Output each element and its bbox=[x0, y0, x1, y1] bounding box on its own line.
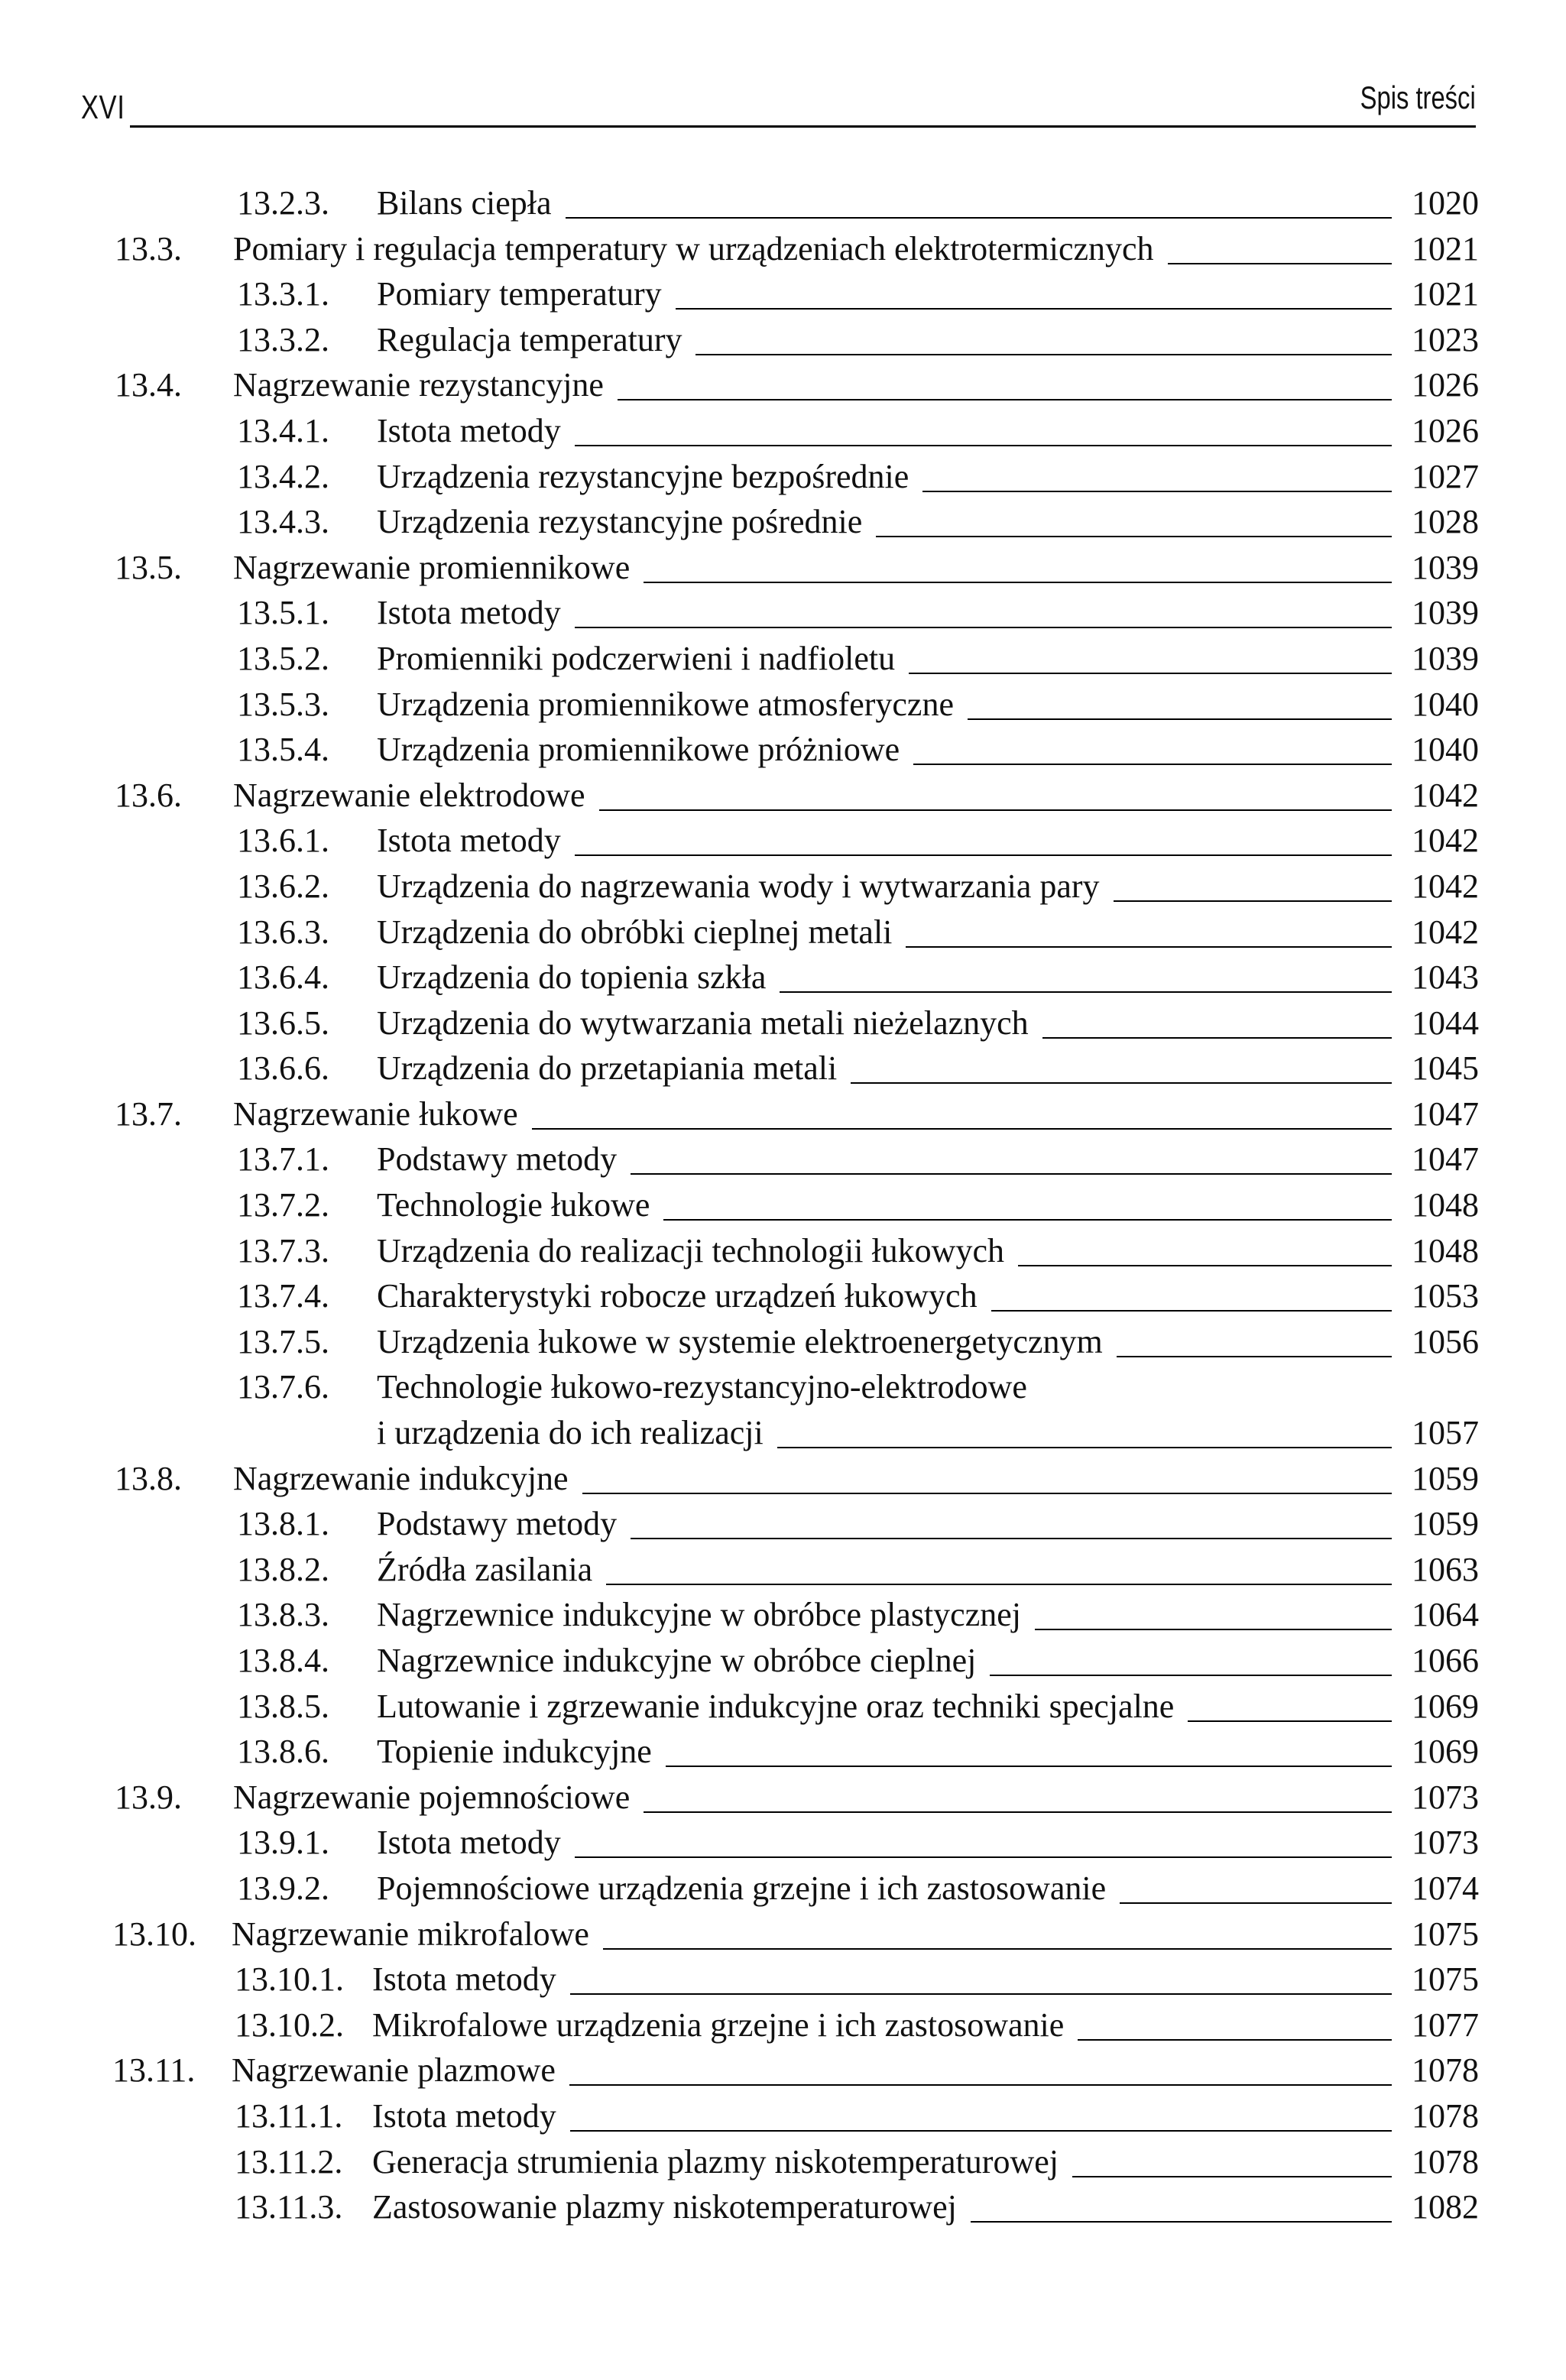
toc-entry[interactable] bbox=[0, 271, 1566, 317]
toc-entry-page: 1021 bbox=[1412, 275, 1479, 313]
toc-entry-number: 13.5. bbox=[115, 548, 182, 586]
header-rule bbox=[130, 125, 1476, 128]
toc-leader-line bbox=[575, 627, 1392, 628]
toc-entry-page: 1020 bbox=[1412, 184, 1479, 222]
toc-leader-line bbox=[1042, 1037, 1392, 1039]
toc-leader-line bbox=[575, 445, 1392, 446]
toc-entry-page: 1021 bbox=[1412, 229, 1479, 268]
toc-leader-line bbox=[851, 1082, 1392, 1084]
toc-entry[interactable] bbox=[0, 2048, 1566, 2093]
toc-entry-number: 13.6.3. bbox=[237, 913, 329, 951]
section-title: Spis treści bbox=[1360, 79, 1476, 115]
toc-entry[interactable] bbox=[0, 545, 1566, 591]
toc-entry-title-text: Topienie indukcyjne bbox=[377, 1733, 652, 1771]
toc-entry-title bbox=[377, 1592, 1021, 1638]
toc-entry-title-text: Nagrzewnice indukcyjne w obróbce plastycznej bbox=[377, 1596, 1021, 1634]
toc-entry-title bbox=[232, 1911, 589, 1957]
toc-entry-number: 13.11.3. bbox=[235, 2188, 343, 2226]
toc-entry-number: 13.6.2. bbox=[237, 867, 329, 905]
toc-entry-title-text: Nagrzewanie rezystancyjne bbox=[233, 366, 604, 404]
toc-entry-title-text: Istota metody bbox=[377, 411, 561, 449]
toc-entry-page: 1077 bbox=[1412, 2005, 1479, 2044]
toc-entry-title bbox=[232, 2048, 556, 2093]
toc-entry-page: 1057 bbox=[1412, 1414, 1479, 1452]
toc-entry-title-text: Istota metody bbox=[377, 822, 561, 860]
toc-leader-line bbox=[569, 2084, 1392, 2086]
toc-entry-title-text: Istota metody bbox=[372, 2096, 556, 2135]
toc-leader-line bbox=[971, 2221, 1392, 2223]
toc-leader-line bbox=[968, 718, 1392, 720]
toc-entry-number: 13.8.3. bbox=[237, 1596, 329, 1634]
toc-entry-title-text: Promienniki podczerwieni i nadfioletu bbox=[377, 639, 896, 677]
toc-entry-title bbox=[377, 727, 900, 773]
toc-entry-title-text: Technologie łukowo-rezystancyjno-elektrodowe bbox=[377, 1368, 1027, 1406]
toc-entry[interactable] bbox=[0, 2002, 1566, 2048]
toc-leader-line bbox=[631, 1538, 1392, 1539]
toc-leader-line bbox=[1035, 1629, 1392, 1630]
toc-entry-page: 1047 bbox=[1412, 1094, 1479, 1133]
toc-entry-title-text: Lutowanie i zgrzewanie indukcyjne oraz techniki specjalne bbox=[377, 1687, 1175, 1725]
toc-entry-page: 1059 bbox=[1412, 1459, 1479, 1497]
toc-entry-title-text: Nagrzewanie promiennikowe bbox=[233, 548, 631, 586]
toc-entry-title bbox=[233, 1775, 630, 1821]
toc-entry-number: 13.4.3. bbox=[237, 503, 329, 541]
toc-entry-number: 13.10. bbox=[112, 1915, 196, 1953]
toc-leader-line bbox=[990, 1675, 1392, 1676]
toc-leader-line bbox=[695, 354, 1392, 355]
toc-entry-number: 13.3.1. bbox=[237, 275, 329, 313]
toc-entry-number: 13.7. bbox=[115, 1094, 182, 1133]
toc-leader-line bbox=[644, 1811, 1392, 1813]
toc-entry-page: 1039 bbox=[1412, 639, 1479, 677]
toc-entry[interactable] bbox=[0, 1456, 1566, 1502]
toc-leader-line bbox=[644, 582, 1392, 583]
toc-entry-page: 1063 bbox=[1412, 1550, 1479, 1588]
toc-entry-page: 1082 bbox=[1412, 2188, 1479, 2226]
toc-entry[interactable] bbox=[0, 2093, 1566, 2139]
toc-leader-line bbox=[666, 1766, 1392, 1767]
toc-entry-page: 1073 bbox=[1412, 1824, 1479, 1862]
toc-leader-line bbox=[603, 1948, 1392, 1950]
toc-leader-line bbox=[618, 399, 1392, 400]
toc-entry-title-text: Zastosowanie plazmy niskotemperaturowej bbox=[372, 2188, 957, 2226]
toc-leader-line bbox=[876, 536, 1392, 537]
toc-entry[interactable] bbox=[0, 1820, 1566, 1866]
toc-entry-page: 1048 bbox=[1412, 1231, 1479, 1269]
toc-entry-title bbox=[377, 1729, 652, 1775]
toc-entry-title-text: Technologie łukowe bbox=[377, 1186, 650, 1224]
toc-entry[interactable] bbox=[0, 1046, 1566, 1091]
toc-leader-line bbox=[777, 1447, 1392, 1448]
toc-entry-title bbox=[377, 1273, 978, 1319]
toc-entry-title-text: Generacja strumienia plazmy niskotemperaturowej bbox=[372, 2142, 1059, 2181]
toc-entry-page: 1056 bbox=[1412, 1322, 1479, 1360]
toc-entry-page: 1045 bbox=[1412, 1049, 1479, 1088]
toc-leader-line bbox=[1168, 263, 1392, 264]
toc-entry-title bbox=[377, 1501, 617, 1547]
toc-entry-page: 1075 bbox=[1412, 1915, 1479, 1953]
toc-entry-page: 1069 bbox=[1412, 1733, 1479, 1771]
toc-entry-title-text: Źródła zasilania bbox=[377, 1550, 593, 1588]
toc-entry-number: 13.7.1. bbox=[237, 1140, 329, 1179]
toc-entry-number: 13.10.1. bbox=[235, 1960, 344, 1999]
toc-entry-number: 13.9.1. bbox=[237, 1824, 329, 1862]
toc-entry-title bbox=[372, 2139, 1059, 2185]
toc-entry-number: 13.6. bbox=[115, 776, 182, 814]
toc-entry-number: 13.9. bbox=[115, 1778, 182, 1816]
toc-entry-number: 13.4.1. bbox=[237, 411, 329, 449]
toc-entry[interactable] bbox=[0, 1638, 1566, 1684]
toc-entry-page: 1048 bbox=[1412, 1186, 1479, 1224]
toc-entry-page: 1078 bbox=[1412, 2142, 1479, 2181]
toc-entry-number: 13.3.2. bbox=[237, 320, 329, 358]
page-number: XVI bbox=[81, 89, 125, 126]
toc-entry-title bbox=[377, 1228, 1004, 1274]
toc-leader-line bbox=[599, 809, 1392, 811]
toc-entry[interactable] bbox=[0, 1866, 1566, 1911]
toc-leader-line bbox=[906, 946, 1392, 948]
toc-entry[interactable] bbox=[0, 818, 1566, 864]
toc-leader-line bbox=[1072, 2176, 1392, 2177]
toc-entry-title bbox=[377, 682, 954, 728]
toc-entry-page: 1078 bbox=[1412, 2096, 1479, 2135]
toc-leader-line bbox=[991, 1310, 1392, 1312]
toc-entry[interactable] bbox=[0, 1273, 1566, 1319]
toc-entry-title-text: Nagrzewanie łukowe bbox=[233, 1094, 518, 1133]
toc-entry-title-text: Urządzenia rezystancyjne bezpośrednie bbox=[377, 457, 909, 495]
toc-entry-title bbox=[233, 1091, 518, 1137]
toc-entry-number: 13.8. bbox=[115, 1459, 182, 1497]
toc-entry-title bbox=[233, 226, 1154, 272]
toc-entry[interactable] bbox=[0, 1319, 1566, 1365]
toc-leader-line bbox=[570, 1993, 1392, 1995]
toc-entry-number: 13.8.6. bbox=[237, 1733, 329, 1771]
toc-entry-number: 13.8.4. bbox=[237, 1642, 329, 1679]
toc-entry-title-text: Urządzenia do obróbki cieplnej metali bbox=[377, 913, 893, 951]
toc-entry[interactable] bbox=[0, 1228, 1566, 1274]
toc-entry-title bbox=[377, 636, 895, 682]
toc-entry-title-text: Pojemnościowe urządzenia grzejne i ich zastosowanie bbox=[377, 1869, 1107, 1907]
toc-entry[interactable] bbox=[0, 955, 1566, 1000]
toc-entry-number: 13.6.4. bbox=[237, 958, 329, 997]
toc-leader-line bbox=[1120, 1902, 1392, 1904]
toc-entry-title bbox=[377, 1364, 1027, 1410]
toc-entry-title-text: Regulacja temperatury bbox=[377, 320, 682, 358]
toc-leader-line bbox=[676, 308, 1392, 310]
toc-entry-page: 1026 bbox=[1412, 366, 1479, 404]
toc-entry-title-text: Urządzenia do przetapiania metali bbox=[377, 1049, 838, 1088]
toc-entry-number: 13.9.2. bbox=[237, 1869, 329, 1907]
toc-entry-number: 13.8.1. bbox=[237, 1505, 329, 1543]
toc-entry[interactable] bbox=[0, 362, 1566, 408]
toc-entry-title-text: Urządzenia łukowe w systemie elektroenergetycznym bbox=[377, 1322, 1103, 1360]
toc-leader-line bbox=[1078, 2039, 1392, 2041]
toc-entry-number: 13.8.5. bbox=[237, 1687, 329, 1725]
toc-entry-title-text: Mikrofalowe urządzenia grzejne i ich zastosowanie bbox=[372, 2005, 1065, 2044]
toc-entry-title-text: Istota metody bbox=[377, 594, 561, 632]
toc-entry-page: 1053 bbox=[1412, 1277, 1479, 1315]
toc-entry-number: 13.11.1. bbox=[235, 2096, 343, 2135]
running-header bbox=[81, 79, 1476, 133]
toc-entry-page: 1042 bbox=[1412, 822, 1479, 860]
toc-entry-number: 13.7.4. bbox=[237, 1277, 329, 1315]
toc-entry-number: 13.11.2. bbox=[235, 2142, 343, 2181]
toc-entry[interactable] bbox=[0, 1000, 1566, 1046]
toc-leader-line bbox=[922, 491, 1392, 492]
toc-entry-title bbox=[377, 180, 552, 226]
toc-entry-title bbox=[377, 1684, 1174, 1730]
toc-entry[interactable] bbox=[0, 180, 1566, 226]
toc-leader-line bbox=[532, 1128, 1392, 1130]
toc-entry-page: 1069 bbox=[1412, 1687, 1479, 1725]
toc-leader-line bbox=[1117, 1356, 1392, 1357]
toc-entry-title bbox=[377, 1136, 617, 1182]
toc-entry-page: 1028 bbox=[1412, 503, 1479, 541]
toc-entry-title bbox=[377, 910, 892, 955]
toc-entry[interactable] bbox=[0, 682, 1566, 728]
toc-entry-title bbox=[233, 1456, 569, 1502]
toc-leader-line bbox=[780, 991, 1392, 993]
toc-entry[interactable] bbox=[0, 1091, 1566, 1137]
toc-entry-title-text: Nagrzewanie indukcyjne bbox=[233, 1459, 569, 1497]
toc-entry-page: 1066 bbox=[1412, 1642, 1479, 1679]
toc-entry-title bbox=[377, 499, 862, 545]
toc-entry-page: 1064 bbox=[1412, 1596, 1479, 1634]
toc-leader-line bbox=[582, 1493, 1392, 1494]
toc-entry-title bbox=[377, 408, 561, 454]
toc-entry[interactable] bbox=[0, 1911, 1566, 1957]
toc-entry-page: 1042 bbox=[1412, 776, 1479, 814]
toc-entry[interactable] bbox=[0, 226, 1566, 272]
toc-entry[interactable] bbox=[0, 1684, 1566, 1730]
toc-entry-page: 1026 bbox=[1412, 411, 1479, 449]
toc-entry-title bbox=[377, 1638, 976, 1684]
toc-entry-page: 1074 bbox=[1412, 1869, 1479, 1907]
toc-entry-title bbox=[377, 454, 909, 500]
toc-leader-line bbox=[1114, 900, 1392, 902]
toc-entry-title bbox=[377, 818, 561, 864]
toc-entry-title-text: Podstawy metody bbox=[377, 1505, 618, 1543]
toc-entry-title-text: Nagrzewanie plazmowe bbox=[232, 2051, 556, 2090]
toc-entry-page: 1040 bbox=[1412, 731, 1479, 769]
toc-leader-line bbox=[606, 1584, 1392, 1585]
toc-entry-title-text: Urządzenia do wytwarzania metali nieżelaznych bbox=[377, 1004, 1029, 1042]
toc-entry[interactable] bbox=[0, 1182, 1566, 1228]
toc-entry-title-text: Podstawy metody bbox=[377, 1140, 618, 1179]
toc-entry-title-text: Charakterystyki robocze urządzeń łukowych bbox=[377, 1277, 978, 1315]
toc-leader-line bbox=[631, 1173, 1392, 1175]
toc-entry-page: 1059 bbox=[1412, 1505, 1479, 1543]
toc-entry[interactable] bbox=[0, 454, 1566, 500]
toc-entry-number: 13.5.1. bbox=[237, 594, 329, 632]
toc-entry-title-text: Urządzenia promiennikowe próżniowe bbox=[377, 731, 900, 769]
toc-entry[interactable] bbox=[0, 2139, 1566, 2185]
toc-entry[interactable] bbox=[0, 727, 1566, 773]
toc-entry-page: 1075 bbox=[1412, 1960, 1479, 1999]
toc-entry-title-text: Urządzenia do topienia szkła bbox=[377, 958, 767, 997]
toc-entry[interactable] bbox=[0, 1775, 1566, 1821]
toc-leader-line bbox=[566, 217, 1393, 219]
toc-entry-page: 1023 bbox=[1412, 320, 1479, 358]
toc-leader-line bbox=[1018, 1265, 1392, 1266]
toc-entry-number: 13.6.5. bbox=[237, 1004, 329, 1042]
toc-entry-title-text: Istota metody bbox=[372, 1960, 556, 1999]
toc-entry-title-text: Nagrzewanie pojemnościowe bbox=[233, 1778, 631, 1816]
toc-entry-title bbox=[233, 545, 630, 591]
toc-entry-page: 1044 bbox=[1412, 1004, 1479, 1042]
toc-entry[interactable] bbox=[0, 773, 1566, 819]
toc-entry[interactable] bbox=[0, 1547, 1566, 1593]
toc-leader-line bbox=[1188, 1720, 1392, 1722]
toc-entry-title bbox=[377, 864, 1100, 910]
toc-entry-title bbox=[377, 1000, 1029, 1046]
toc-entry-title-text: Urządzenia promiennikowe atmosferyczne bbox=[377, 685, 954, 723]
toc-entry[interactable] bbox=[0, 317, 1566, 363]
toc-entry-title bbox=[377, 1182, 650, 1228]
toc-entry-title-text: Istota metody bbox=[377, 1824, 561, 1862]
toc-entry-number: 13.2.3. bbox=[237, 184, 329, 222]
toc-entry-title-text: Nagrzewnice indukcyjne w obróbce cieplnej bbox=[377, 1642, 977, 1679]
toc-entry-title bbox=[377, 590, 561, 636]
toc-entry-number: 13.7.5. bbox=[237, 1322, 329, 1360]
toc-leader-line bbox=[909, 673, 1392, 674]
toc-entry-title bbox=[377, 317, 682, 363]
toc-entry-page: 1040 bbox=[1412, 685, 1479, 723]
toc-entry-number: 13.3. bbox=[115, 229, 182, 268]
toc-entry[interactable] bbox=[0, 1592, 1566, 1638]
toc-entry-title-text: Pomiary temperatury bbox=[377, 275, 662, 313]
toc-entry-number: 13.4.2. bbox=[237, 457, 329, 495]
toc-entry-title-text: Bilans ciepła bbox=[377, 184, 552, 222]
toc-entry-number: 13.5.2. bbox=[237, 639, 329, 677]
toc-leader-line bbox=[570, 2130, 1392, 2132]
toc-entry-title bbox=[377, 1319, 1103, 1365]
toc-entry-title-text: Urządzenia rezystancyjne pośrednie bbox=[377, 503, 863, 541]
toc-leader-line bbox=[663, 1219, 1392, 1221]
toc-entry-title bbox=[377, 955, 766, 1000]
toc-entry-number: 13.7.2. bbox=[237, 1186, 329, 1224]
toc-entry[interactable] bbox=[0, 910, 1566, 955]
toc-entry-number: 13.4. bbox=[115, 366, 182, 404]
toc-entry-title bbox=[233, 362, 604, 408]
toc-leader-line bbox=[575, 1856, 1392, 1858]
toc-entry-page: 1047 bbox=[1412, 1140, 1479, 1179]
toc-entry-page: 1027 bbox=[1412, 457, 1479, 495]
toc-leader-line bbox=[913, 764, 1392, 765]
toc-entry-title bbox=[233, 773, 585, 819]
toc-entry[interactable] bbox=[0, 636, 1566, 682]
toc-entry-title bbox=[372, 2093, 556, 2139]
toc-entry-number: 13.7.3. bbox=[237, 1231, 329, 1269]
toc-entry-title-line2: i urządzenia do ich realizacji bbox=[377, 1414, 764, 1452]
toc-entry-page: 1043 bbox=[1412, 958, 1479, 997]
toc-entry[interactable] bbox=[0, 499, 1566, 545]
toc-entry-title bbox=[377, 1820, 561, 1866]
toc-entry[interactable] bbox=[0, 590, 1566, 636]
toc-entry-page: 1039 bbox=[1412, 548, 1479, 586]
toc-entry-title bbox=[372, 1957, 556, 2002]
toc-entry-page: 1073 bbox=[1412, 1778, 1479, 1816]
toc-entry-number: 13.5.3. bbox=[237, 685, 329, 723]
toc-leader-line bbox=[575, 854, 1392, 856]
toc-entry-number: 13.7.6. bbox=[237, 1368, 329, 1406]
toc-entry-title-text: Urządzenia do nagrzewania wody i wytwarzania pary bbox=[377, 867, 1100, 905]
toc-entry-title-text: Nagrzewanie elektrodowe bbox=[233, 776, 585, 814]
toc-entry-title-text: Nagrzewanie mikrofalowe bbox=[232, 1915, 589, 1953]
toc-entry[interactable] bbox=[0, 1364, 1566, 1455]
toc-entry-title bbox=[377, 1046, 837, 1091]
toc-entry-title bbox=[372, 2002, 1064, 2048]
toc-entry-number: 13.6.1. bbox=[237, 822, 329, 860]
toc-entry[interactable] bbox=[0, 1957, 1566, 2002]
toc-entry-page: 1039 bbox=[1412, 594, 1479, 632]
toc-entry-number: 13.11. bbox=[112, 2051, 196, 2090]
toc-entry-number: 13.5.4. bbox=[237, 731, 329, 769]
toc-entry-title bbox=[372, 2184, 957, 2230]
toc-entry-number: 13.6.6. bbox=[237, 1049, 329, 1088]
toc-entry-title-text: Pomiary i regulacja temperatury w urządzeniach elektrotermicznych bbox=[233, 229, 1154, 268]
toc-entry-page: 1042 bbox=[1412, 913, 1479, 951]
table-of-contents bbox=[0, 180, 1566, 2230]
toc-entry[interactable] bbox=[0, 864, 1566, 910]
toc-entry-title bbox=[377, 1866, 1106, 1911]
toc-entry-page: 1042 bbox=[1412, 867, 1479, 905]
toc-entry[interactable] bbox=[0, 408, 1566, 454]
toc-entry-number: 13.10.2. bbox=[235, 2005, 344, 2044]
toc-entry-title bbox=[377, 271, 662, 317]
toc-entry[interactable] bbox=[0, 1729, 1566, 1775]
toc-entry-title-text: Urządzenia do realizacji technologii łukowych bbox=[377, 1231, 1004, 1269]
toc-entry[interactable] bbox=[0, 1136, 1566, 1182]
toc-entry-number: 13.8.2. bbox=[237, 1550, 329, 1588]
toc-entry-page: 1078 bbox=[1412, 2051, 1479, 2090]
toc-entry[interactable] bbox=[0, 2184, 1566, 2230]
toc-entry-title bbox=[377, 1547, 592, 1593]
toc-entry[interactable] bbox=[0, 1501, 1566, 1547]
